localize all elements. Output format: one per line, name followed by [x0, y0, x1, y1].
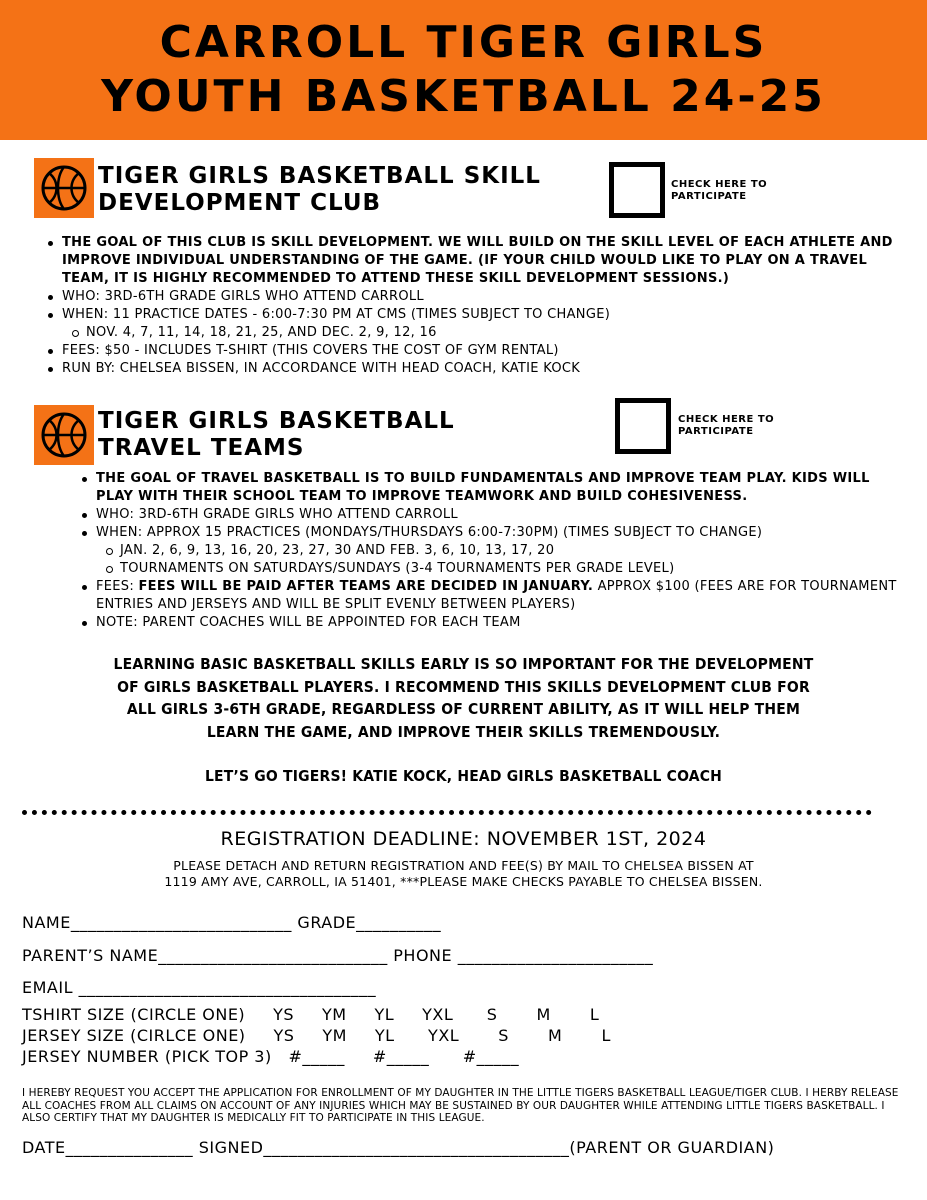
quote-line-3: ALL GIRLS 3-6TH GRADE, REGARDLESS OF CURRENT ABILITY, AS IT WILL HELP THEM — [126, 700, 801, 718]
club-title — [98, 163, 541, 217]
club-fees: FEES: $50 - INCLUDES T-SHIRT (THIS COVERS THE COST OF GYM RENTAL) — [46, 342, 916, 360]
quote-line-4: LEARN THE GAME, AND IMPROVE THEIR SKILLS TREMENDOUSLY. — [206, 722, 721, 741]
liability-release-text: I HEREBY REQUEST YOU ACCEPT THE APPLICATION FOR ENROLLMENT OF MY DAUGHTER IN THE LITTLE TIGERS BASKETBALL LEAGUE/TIGER CLUB. I HERBY RELEASE ALL COACHES FROM ALL CLAIMS ON ACCOUNT OF ANY INJURIES WHICH MAY BE SUSTAINED BY OUR DAUGHTER WHILE ATTENDING LITTLE TIGERS BASKETBALL. I ALSO CERTIFY THAT MY DAUGHTER IS MEDICALLY FIT TO PARTICIPATE IN THIS LEAGUE. — [22, 1087, 899, 1124]
coach-quote — [0, 653, 927, 743]
page-title-line-1: CARROLL TIGER GIRLS — [159, 17, 768, 68]
detach-line-2: 1119 AMY AVE, CARROLL, IA 51401, ***PLEASE MAKE CHECKS PAYABLE TO CHELSEA BISSEN. — [164, 874, 763, 889]
travel-dates: JAN. 2, 6, 9, 13, 16, 20, 23, 27, 30 AND FEB. 3, 6, 10, 13, 17, 20 — [80, 542, 900, 560]
travel-tournaments: TOURNAMENTS ON SATURDAYS/SUNDAYS (3-4 TOURNAMENTS PER GRADE LEVEL) — [80, 560, 900, 578]
email-field[interactable]: EMAIL ___________________________________ — [22, 978, 377, 997]
travel-check-label: CHECK HERE TO PARTICIPATE — [678, 414, 775, 437]
club-participate-checkbox[interactable] — [609, 162, 665, 218]
tshirt-size-options[interactable]: TSHIRT SIZE (CIRCLE ONE) YS YM YL YXL S M L — [22, 1005, 600, 1024]
travel-title-line-1: TIGER GIRLS BASKETBALL — [98, 408, 455, 434]
travel-fees-rest: APPROX $100 (FEES ARE FOR TOURNAMENT ENTRIES AND JERSEYS AND WILL BE SPLIT EVENLY BETWEEN PLAYERS) — [96, 579, 897, 612]
basketball-icon — [34, 158, 94, 218]
detach-line-1: PLEASE DETACH AND RETURN REGISTRATION AND FEE(S) BY MAIL TO CHELSEA BISSEN AT — [173, 858, 754, 873]
travel-note: NOTE: PARENT COACHES WILL BE APPOINTED FOR EACH TEAM — [80, 614, 900, 632]
coach-signoff: LET’S GO TIGERS! KATIE KOCK, HEAD GIRLS BASKETBALL COACH — [204, 767, 723, 785]
parent-phone-field[interactable]: PARENT’S NAME___________________________ PHONE _______________________ — [22, 946, 654, 965]
quote-line-1: LEARNING BASIC BASKETBALL SKILLS EARLY IS SO IMPORTANT FOR THE DEVELOPMENT — [113, 655, 814, 673]
club-check-label: CHECK HERE TO PARTICIPATE — [671, 179, 768, 202]
page-title-line-2: YOUTH BASKETBALL 24-25 — [101, 71, 826, 122]
name-grade-field[interactable]: NAME__________________________ GRADE__________ — [22, 913, 442, 932]
travel-participate-checkbox[interactable] — [615, 398, 671, 454]
header-banner — [0, 0, 927, 140]
travel-title-line-2: TRAVEL TEAMS — [98, 435, 305, 461]
travel-section-header — [34, 405, 455, 465]
club-when: WHEN: 11 PRACTICE DATES - 6:00-7:30 PM AT CMS (TIMES SUBJECT TO CHANGE) — [46, 306, 916, 324]
travel-fees-prefix: FEES: — [96, 579, 139, 594]
travel-fees-bold: FEES WILL BE PAID AFTER TEAMS ARE DECIDED IN JANUARY. — [138, 579, 594, 594]
travel-fees — [80, 578, 900, 614]
registration-deadline: REGISTRATION DEADLINE: NOVEMBER 1ST, 2024 — [220, 828, 707, 850]
detach-dotted-line — [22, 810, 872, 815]
jersey-number-field[interactable]: JERSEY NUMBER (PICK TOP 3) #_____ #_____ #_____ — [22, 1047, 520, 1066]
club-section-header — [34, 158, 541, 218]
jersey-size-options[interactable]: JERSEY SIZE (CIRLCE ONE) YS YM YL YXL S M L — [22, 1026, 611, 1045]
quote-line-2: OF GIRLS BASKETBALL PLAYERS. I RECOMMEND THIS SKILLS DEVELOPMENT CLUB FOR — [117, 677, 810, 696]
club-dates: NOV. 4, 7, 11, 14, 18, 21, 25, AND DEC. 2, 9, 12, 16 — [46, 324, 916, 342]
travel-details-list — [80, 470, 900, 632]
travel-when: WHEN: APPROX 15 PRACTICES (MONDAYS/THURSDAYS 6:00-7:30PM) (TIMES SUBJECT TO CHANGE) — [80, 524, 900, 542]
club-title-line-1: TIGER GIRLS BASKETBALL SKILL — [98, 163, 541, 189]
detach-instructions — [0, 858, 927, 890]
club-run-by: RUN BY: CHELSEA BISSEN, IN ACCORDANCE WITH HEAD COACH, KATIE KOCK — [46, 360, 916, 378]
club-who: WHO: 3RD-6TH GRADE GIRLS WHO ATTEND CARROLL — [46, 288, 916, 306]
travel-who: WHO: 3RD-6TH GRADE GIRLS WHO ATTEND CARROLL — [80, 506, 900, 524]
date-signature-field[interactable]: DATE_______________ SIGNED____________________________________(PARENT OR GUARDIAN) — [22, 1138, 775, 1157]
travel-goal: THE GOAL OF TRAVEL BASKETBALL IS TO BUILD FUNDAMENTALS AND IMPROVE TEAM PLAY. KIDS WILL PLAY WITH THEIR SCHOOL TEAM TO IMPROVE TEAMWORK AND BUILD COHESIVENESS. — [80, 470, 900, 506]
club-title-line-2: DEVELOPMENT CLUB — [98, 190, 382, 216]
basketball-icon — [34, 405, 94, 465]
travel-title — [98, 408, 455, 462]
club-details-list — [46, 234, 916, 378]
club-goal: THE GOAL OF THIS CLUB IS SKILL DEVELOPMENT. WE WILL BUILD ON THE SKILL LEVEL OF EACH ATHLETE AND IMPROVE INDIVIDUAL UNDERSTANDING OF THE GAME. (IF YOUR CHILD WOULD LIKE TO PLAY ON A TRAVEL TEAM, IT IS HIGHLY RECOMMENDED TO ATTEND THESE SKILL DEVELOPMENT SESSIONS.) — [46, 234, 916, 288]
